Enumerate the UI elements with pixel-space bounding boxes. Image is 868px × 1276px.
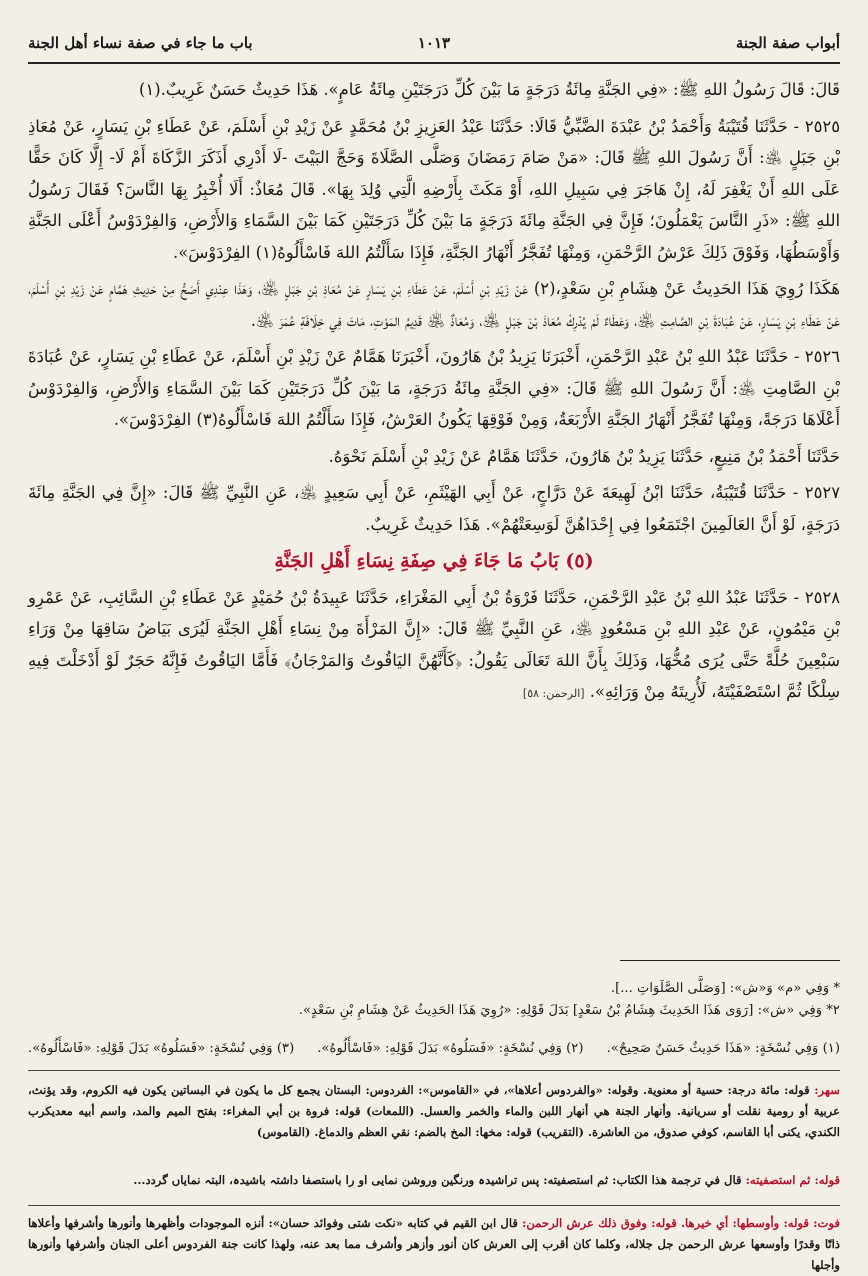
main-text: [28, 74, 840, 715]
footnote-3: (٣) وَفِي نُسْخَةٍ: «فَسَلُوهُ» بَدَلَ قَوْلِهِ: «فَاسْأَلُوهُ».: [28, 1041, 295, 1056]
document-page: [28, 0, 840, 1272]
hadith-2528: [28, 582, 840, 710]
hadith-2526: ٢٥٢٦ - حَدَّثَنَا عَبْدُ اللهِ بْنُ عَبْدِ الرَّحْمَنِ، أَخْبَرَنَا يَزِيدُ بْنُ هَارُونَ، أَخْبَرَنَا هَمَّامٌ عَنْ زَيْدِ بْنِ أَسْلَمَ، عَنْ عَطَاءِ بْنِ يَسَارٍ، عَنْ عُبَادَةَ بْنِ الصَّامِتِ ﵁: أَنَّ رَسُولَ اللهِ ﷺ قَالَ: «فِي الجَنَّةِ مِائَةُ دَرَجَةٍ، مَا بَيْنَ كُلِّ دَرَجَتَيْنِ كَمَا بَيْنَ السَّمَاءِ وَالأَرْضِ، وَالفِرْدَوْسُ أَعْلَاهَا دَرَجَةً، وَمِنْهَا تُفَجَّرُ أَنْهَارُ الجَنَّةِ الأَرْبَعَةُ، وَمِنْ فَوْقِهَا يَكُونُ العَرْشُ، فَإِذَا سَأَلْتُمُ اللهَ فَاسْأَلُوهُ(٣) الفِرْدَوْسَ».: [28, 347, 840, 429]
page-header: [28, 34, 840, 60]
hadith-2527: ٢٥٢٧ - حَدَّثَنَا قُتَيْبَةُ، حَدَّثَنَا ابْنُ لَهِيعَةَ عَنْ دَرَّاجٍ، عَنْ أَبِي الهَيْثَمِ، عَنْ أَبِي سَعِيدٍ ﵁، عَنِ النَّبِيِّ ﷺ قَالَ: «إِنَّ فِي الجَنَّةِ مِائَةَ دَرَجَةٍ، لَوْ أَنَّ العَالَمِينَ اجْتَمَعُوا فِي إِحْدَاهُنَّ لَوَسِعَتْهُمْ». هَذَا حَدِيثٌ غَرِيبٌ.: [28, 483, 840, 534]
glossary-text-2: قال في ترجمة هذا الكتاب: ثم استصفيته: پس تراشیدہ ورنگین وروشن نمایی او را باستصفا داشتہ باشیدہ، البتہ نمایاں گردد...: [133, 1173, 742, 1187]
glossary-text-1: قوله: مائة درجة: حسية أو معنوية. وقوله: «والفردوس أعلاها»، في «القاموس»: الفردوس: البستان يجمع كل ما يكون في البساتين يكون فيه الكروم، وقد يؤنث، عربية أو رومية نقلت أو سريانية. وأنهار الجنة هي أنهار اللبن والماء والخمر والعسل. (اللمعات) قوله: فروة بن أبي المغراء: بفتح الميم والمد، واسم أبيه معديكرب الكندي، يكنى أبا القاسم، كوفي صدوق، من العاشرة. (التقريب) قوله: مخها: المخ بالضم: نقي العظم والدماغ. (القاموس): [28, 1083, 840, 1139]
header-chapter-title: باب ما جاء في صفة نساء أهل الجنة: [28, 34, 253, 52]
bottom-gloss-label: فوت: قوله: وأوسطها: أي خيرها. قوله: وفوق ذلك عرش الرحمن:: [522, 1216, 840, 1230]
footnotes-variant: [28, 978, 840, 1022]
glossary-note-2: [28, 1170, 840, 1191]
bottom-gloss-text: قال ابن القيم في كتابه «نكت شتى وفوائد حسان»: أنزه الموجودات وأظهرها وأنورها وأشرفها وأعلاها ذاتًا وقدرًا وأوسعها عرش الرحمن جل جلاله، وكلما كان أقرب إلى العرش كان أنور وأزهر وأشرف مما بعد عنه، ولهذا كانت جنة الفردوس أعلى الجنان وأشرفها وأنورها وأجلها: [28, 1216, 840, 1272]
header-book-section: أبواب صفة الجنة: [735, 34, 840, 52]
footnote-variant-b: ٢* وَفِي «ش»: [رَوَى هَذَا الحَدِيثَ هِشَامُ بْنُ سَعْدٍ] بَدَلَ قَوْلِهِ: «رُوِيَ هَذَا الحَدِيثُ عَنْ هِشَامِ بْنِ سَعْدٍ».: [298, 1003, 840, 1018]
bottom-rule: [28, 1205, 840, 1206]
bottom-gloss: [28, 1213, 840, 1276]
glossary-label-1: سهر:: [814, 1083, 840, 1097]
page-number: ١٠١٣: [417, 34, 451, 52]
footnote-2: (٢) وَفِي نُسْخَةٍ: «فَسَلُوهُ» بَدَلَ قَوْلِهِ: «فَاسْأَلُوهُ».: [317, 1041, 584, 1056]
paragraph-intro: قَالَ: قَالَ رَسُولُ اللهِ ﷺ: «فِي الجَنَّةِ مِائَةُ دَرَجَةٍ مَا بَيْنَ كُلِّ دَرَجَتَيْنِ مِائَةُ عَامٍ». هَذَا حَدِيثٌ حَسَنٌ غَرِيبٌ.(١): [138, 80, 840, 99]
hadith-2525: ٢٥٢٥ - حَدَّثَنَا قُتَيْبَةُ وَأَحْمَدُ بْنُ عَبْدَةَ الضَّبِّيُّ قَالَا: حَدَّثَنَا عَبْدُ العَزِيزِ بْنُ مُحَمَّدٍ عَنْ زَيْدِ بْنِ أَسْلَمَ، عَنْ عَطَاءِ بْنِ يَسَارٍ، عَنْ مُعَاذِ بْنِ جَبَلٍ ﵁: أَنَّ رَسُولَ اللهِ ﷺ قَالَ: «مَنْ صَامَ رَمَضَانَ وَصَلَّى الصَّلَاةَ وَحَجَّ البَيْتَ -لَا أَدْرِي أَذَكَرَ الزَّكَاةَ أَمْ لَا- إِلَّا كَانَ حَقًّا عَلَى اللهِ أَنْ يَغْفِرَ لَهُ، إِنْ هَاجَرَ فِي سَبِيلِ اللهِ، أَوْ مَكَثَ بِأَرْضِهِ الَّتِي وُلِدَ بِهَا». قَالَ مُعَاذٌ: أَلَا أُخْبِرُ بِهَا النَّاسَ؟ فَقَالَ رَسُولُ اللهِ ﷺ: «ذَرِ النَّاسَ يَعْمَلُونَ؛ فَإِنَّ فِي الجَنَّةِ مِائَةَ دَرَجَةٍ مَا بَيْنَ كُلِّ دَرَجَتَيْنِ كَمَا بَيْنَ السَّمَاءِ وَالأَرْضِ، وَالفِرْدَوْسُ أَعْلَى الجَنَّةِ وَأَوْسَطُهَا، وَفَوْقَ ذَلِكَ عَرْشُ الرَّحْمَنِ، وَمِنْهَا تُفَجَّرُ أَنْهَارُ الجَنَّةِ، فَإِذَا سَأَلْتُمُ اللهَ فَاسْأَلُوهُ(١) الفِرْدَوْسَ».: [28, 116, 840, 262]
hadith-2526-chain: حَدَّثَنَا أَحْمَدُ بْنُ مَنِيعٍ، حَدَّثَنَا يَزِيدُ بْنُ هَارُونَ، حَدَّثَنَا هَمَّامٌ عَنْ زَيْدِ بْنِ أَسْلَمَ نَحْوَهُ.: [328, 446, 840, 466]
quran-reference: [الرحمن: ٥٨]: [522, 687, 585, 700]
footnote-1: (١) وَفِي نُسْخَةٍ: «هَذَا حَدِيثٌ حَسَنٌ صَحِيحٌ».: [606, 1041, 840, 1056]
commentary-paragraph: هَكَذَا رُوِيَ هَذَا الحَدِيثُ عَنْ هِشَامِ بْنِ سَعْدٍ،(٢) عَنْ زَيْدِ بْنِ أَسْلَمَ، عَنْ عَطَاءِ بْنِ يَسَارٍ عَنْ مُعَاذِ بْنِ جَبَلٍ ﵁، وَهَذَا عِنْدِي أَصَحُّ مِنْ حَدِيثِ هَمَّامٍ عَنْ زَيْدِ بْنِ أَسْلَمَ، عَنْ عَطَاءِ بْنِ يَسَارٍ، عَنْ عُبَادَةَ بْنِ الصَّامِتِ ﵁، وَعَطَاءٌ لَمْ يُدْرِكْ مُعَاذَ بْنَ جَبَلٍ ﵁، وَمُعَاذٌ ﵁ قَدِيمُ المَوْتِ، مَاتَ فِي خِلَافَةِ عُمَرَ ﵁.: [28, 279, 840, 330]
footnote-variant-a: * وَفِي «م» وَ«ش»: [وَصَلَّى الصَّلَوَاتِ ...].: [610, 981, 840, 996]
chapter-heading: (٥) بَابُ مَا جَاءَ فِي صِفَةِ نِسَاءِ أَهْلِ الجَنَّةِ: [274, 550, 594, 572]
header-rule: [28, 62, 840, 64]
glossary-note-1: [28, 1080, 840, 1143]
footnote-rule: [620, 960, 840, 961]
footnotes-numbered: [28, 1038, 840, 1060]
glossary-rule: [28, 1070, 840, 1071]
glossary-label-2: قوله: ثم استصفيته:: [745, 1173, 840, 1187]
hadith-2528-text: ٢٥٢٨ - حَدَّثَنَا عَبْدُ اللهِ بْنُ عَبْدِ الرَّحْمَنِ، حَدَّثَنَا فَرْوَةُ بْنُ أَبِي المَغْرَاءِ، حَدَّثَنَا عَبِيدَةُ بْنُ حُمَيْدٍ عَنْ عَطَاءِ بْنِ السَّائِبِ، عَنْ عَمْرِو بْنِ مَيْمُونٍ، عَنْ عَبْدِ اللهِ بْنِ مَسْعُودٍ ﵁، عَنِ النَّبِيِّ ﷺ قَالَ: «إِنَّ المَرْأَةَ مِنْ نِسَاءِ أَهْلِ الجَنَّةِ لَيُرَى بَيَاضُ سَاقِهَا مِنْ وَرَاءِ سَبْعِينَ حُلَّةً حَتَّى يُرَى مُخُّهَا، وَذَلِكَ بِأَنَّ اللهَ تَعَالَى يَقُولُ: ﴿كَأَنَّهُنَّ اليَاقُوتُ وَالمَرْجَانُ﴾ فَأَمَّا اليَاقُوتُ فَإِنَّهُ حَجَرٌ لَوْ أَدْخَلْتَ فِيهِ سِلْكًا ثُمَّ اسْتَصْفَيْتَهُ، لَأُرِيتَهُ مِنْ وَرَائِهِ».: [28, 587, 840, 701]
